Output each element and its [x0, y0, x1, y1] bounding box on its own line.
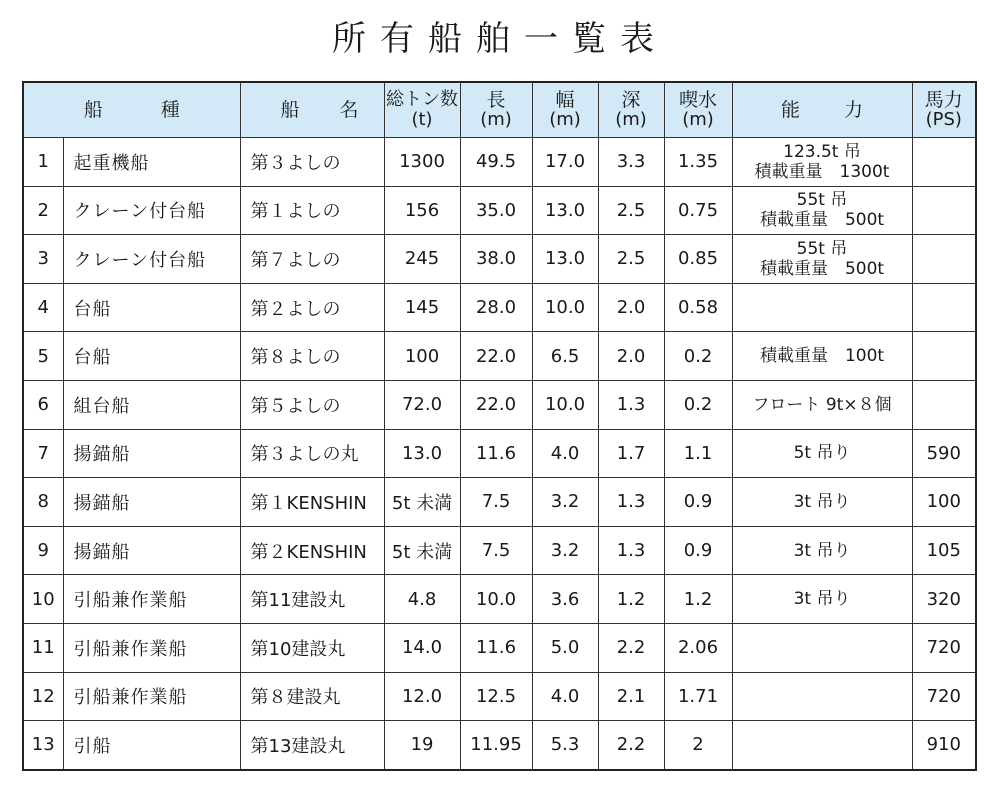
cell-depth: 1.3: [598, 380, 664, 429]
cell-ship-type: クレーン付台船: [63, 235, 240, 284]
table-row: [23, 235, 976, 284]
cell-width: 4.0: [532, 672, 598, 721]
header-ship-name: 船名: [240, 82, 384, 138]
cell-number: 9: [23, 526, 63, 575]
cell-horsepower: [912, 138, 976, 187]
cell-tonnage: 100: [384, 332, 460, 381]
table-row: [23, 623, 976, 672]
cell-draft: 0.75: [664, 186, 732, 235]
cell-depth: 2.5: [598, 235, 664, 284]
cell-width: 10.0: [532, 283, 598, 332]
cell-tonnage: 19: [384, 721, 460, 770]
cell-ship-type: 引船兼作業船: [63, 623, 240, 672]
cell-number: 6: [23, 380, 63, 429]
cell-depth: 2.2: [598, 623, 664, 672]
cell-width: 5.3: [532, 721, 598, 770]
cell-capacity: [732, 138, 912, 187]
cell-draft: 0.9: [664, 526, 732, 575]
cell-horsepower: 100: [912, 478, 976, 527]
cell-horsepower: 720: [912, 672, 976, 721]
cell-capacity: [732, 575, 912, 624]
cell-length: 11.6: [460, 429, 532, 478]
cell-ship-type: 台船: [63, 283, 240, 332]
cell-ship-name: 第２よしの: [240, 283, 384, 332]
cell-capacity: [732, 672, 912, 721]
table-body: [23, 138, 976, 770]
cell-number: 11: [23, 623, 63, 672]
cell-length: 12.5: [460, 672, 532, 721]
capacity-line: 積載重量 1300t: [754, 161, 890, 182]
cell-length: 28.0: [460, 283, 532, 332]
vessel-table: [22, 81, 977, 771]
capacity-line: 積載重量 500t: [759, 210, 885, 231]
cell-tonnage: 1300: [384, 138, 460, 187]
table-row: [23, 721, 976, 770]
cell-tonnage: 72.0: [384, 380, 460, 429]
cell-ship-name: 第５よしの: [240, 380, 384, 429]
cell-ship-type: 揚錨船: [63, 478, 240, 527]
cell-draft: 1.71: [664, 672, 732, 721]
cell-number: 1: [23, 138, 63, 187]
cell-depth: 1.3: [598, 526, 664, 575]
header-width: 幅 (m): [532, 82, 598, 138]
table-row: [23, 672, 976, 721]
cell-ship-name: 第３よしの: [240, 138, 384, 187]
cell-capacity: [732, 186, 912, 235]
cell-depth: 1.7: [598, 429, 664, 478]
header-depth: 深 (m): [598, 82, 664, 138]
cell-ship-type: 起重機船: [63, 138, 240, 187]
cell-capacity: [732, 235, 912, 284]
cell-ship-name: 第１よしの: [240, 186, 384, 235]
cell-horsepower: 720: [912, 623, 976, 672]
cell-depth: 2.5: [598, 186, 664, 235]
cell-number: 12: [23, 672, 63, 721]
table-row: [23, 380, 976, 429]
table-header: [23, 82, 976, 138]
cell-tonnage: 5t 未満: [384, 526, 460, 575]
cell-ship-type: 台船: [63, 332, 240, 381]
cell-width: 13.0: [532, 235, 598, 284]
table-row: [23, 283, 976, 332]
cell-width: 3.2: [532, 478, 598, 527]
cell-number: 5: [23, 332, 63, 381]
cell-capacity: [732, 332, 912, 381]
cell-ship-name: 第１KENSHIN: [240, 478, 384, 527]
cell-tonnage: 5t 未満: [384, 478, 460, 527]
cell-draft: 1.2: [664, 575, 732, 624]
cell-width: 3.2: [532, 526, 598, 575]
cell-ship-name: 第11建設丸: [240, 575, 384, 624]
cell-ship-type: 引船: [63, 721, 240, 770]
cell-length: 22.0: [460, 332, 532, 381]
header-capacity: 能力: [732, 82, 912, 138]
cell-draft: 0.9: [664, 478, 732, 527]
cell-tonnage: 12.0: [384, 672, 460, 721]
cell-draft: 0.2: [664, 332, 732, 381]
cell-number: 13: [23, 721, 63, 770]
cell-number: 7: [23, 429, 63, 478]
header-horsepower: 馬力 (PS): [912, 82, 976, 138]
cell-capacity: [732, 526, 912, 575]
table-row: [23, 332, 976, 381]
capacity-line: フロート 9t×８個: [752, 394, 892, 415]
capacity-line: 3t 吊り: [793, 589, 851, 610]
cell-ship-type: 揚錨船: [63, 429, 240, 478]
capacity-line: 積載重量 500t: [759, 258, 885, 279]
cell-horsepower: [912, 332, 976, 381]
capacity-line: 123.5t 吊: [783, 141, 861, 162]
cell-length: 49.5: [460, 138, 532, 187]
cell-draft: 0.2: [664, 380, 732, 429]
cell-horsepower: [912, 186, 976, 235]
cell-depth: 3.3: [598, 138, 664, 187]
cell-length: 35.0: [460, 186, 532, 235]
cell-ship-name: 第13建設丸: [240, 721, 384, 770]
cell-number: 2: [23, 186, 63, 235]
cell-ship-name: 第３よしの丸: [240, 429, 384, 478]
header-length: 長 (m): [460, 82, 532, 138]
cell-depth: 2.1: [598, 672, 664, 721]
cell-draft: 1.1: [664, 429, 732, 478]
cell-capacity: [732, 429, 912, 478]
cell-capacity: [732, 380, 912, 429]
header-draft: 喫水 (m): [664, 82, 732, 138]
cell-ship-name: 第８建設丸: [240, 672, 384, 721]
table-row: [23, 138, 976, 187]
cell-ship-type: 引船兼作業船: [63, 575, 240, 624]
cell-horsepower: [912, 283, 976, 332]
cell-horsepower: [912, 380, 976, 429]
cell-length: 10.0: [460, 575, 532, 624]
cell-ship-type: クレーン付台船: [63, 186, 240, 235]
cell-width: 3.6: [532, 575, 598, 624]
cell-ship-name: 第２KENSHIN: [240, 526, 384, 575]
cell-capacity: [732, 478, 912, 527]
cell-width: 5.0: [532, 623, 598, 672]
cell-ship-name: 第８よしの: [240, 332, 384, 381]
cell-number: 10: [23, 575, 63, 624]
cell-ship-name: 第10建設丸: [240, 623, 384, 672]
cell-length: 7.5: [460, 478, 532, 527]
cell-number: 8: [23, 478, 63, 527]
cell-width: 6.5: [532, 332, 598, 381]
table-row: [23, 526, 976, 575]
cell-width: 13.0: [532, 186, 598, 235]
cell-number: 3: [23, 235, 63, 284]
cell-depth: 2.0: [598, 283, 664, 332]
cell-width: 17.0: [532, 138, 598, 187]
table-row: [23, 575, 976, 624]
cell-width: 4.0: [532, 429, 598, 478]
cell-tonnage: 4.8: [384, 575, 460, 624]
cell-ship-type: 揚錨船: [63, 526, 240, 575]
cell-length: 22.0: [460, 380, 532, 429]
cell-ship-name: 第７よしの: [240, 235, 384, 284]
cell-draft: 1.35: [664, 138, 732, 187]
cell-draft: 0.58: [664, 283, 732, 332]
cell-length: 11.6: [460, 623, 532, 672]
cell-draft: 2: [664, 721, 732, 770]
cell-width: 10.0: [532, 380, 598, 429]
table-row: [23, 186, 976, 235]
cell-draft: 2.06: [664, 623, 732, 672]
cell-horsepower: 320: [912, 575, 976, 624]
cell-draft: 0.85: [664, 235, 732, 284]
header-ship-type: 船種: [23, 82, 240, 138]
cell-length: 11.95: [460, 721, 532, 770]
cell-horsepower: [912, 235, 976, 284]
cell-depth: 1.3: [598, 478, 664, 527]
table-row: [23, 429, 976, 478]
capacity-line: 積載重量 100t: [759, 346, 885, 367]
capacity-line: 55t 吊: [796, 190, 848, 211]
cell-tonnage: 245: [384, 235, 460, 284]
cell-tonnage: 145: [384, 283, 460, 332]
cell-tonnage: 13.0: [384, 429, 460, 478]
cell-length: 38.0: [460, 235, 532, 284]
cell-horsepower: 910: [912, 721, 976, 770]
cell-number: 4: [23, 283, 63, 332]
capacity-line: 55t 吊: [796, 238, 848, 259]
capacity-line: 3t 吊り: [793, 491, 851, 512]
cell-ship-type: 組台船: [63, 380, 240, 429]
cell-tonnage: 156: [384, 186, 460, 235]
cell-depth: 1.2: [598, 575, 664, 624]
cell-length: 7.5: [460, 526, 532, 575]
capacity-line: 5t 吊り: [793, 443, 851, 464]
cell-capacity: [732, 283, 912, 332]
cell-depth: 2.2: [598, 721, 664, 770]
capacity-line: 3t 吊り: [793, 540, 851, 561]
cell-capacity: [732, 721, 912, 770]
table-row: [23, 478, 976, 527]
cell-depth: 2.0: [598, 332, 664, 381]
cell-ship-type: 引船兼作業船: [63, 672, 240, 721]
cell-capacity: [732, 623, 912, 672]
header-tonnage: 総トン数 (t): [384, 82, 460, 138]
cell-horsepower: 590: [912, 429, 976, 478]
cell-horsepower: 105: [912, 526, 976, 575]
cell-tonnage: 14.0: [384, 623, 460, 672]
page-title: 所有船舶一覧表: [332, 19, 668, 59]
